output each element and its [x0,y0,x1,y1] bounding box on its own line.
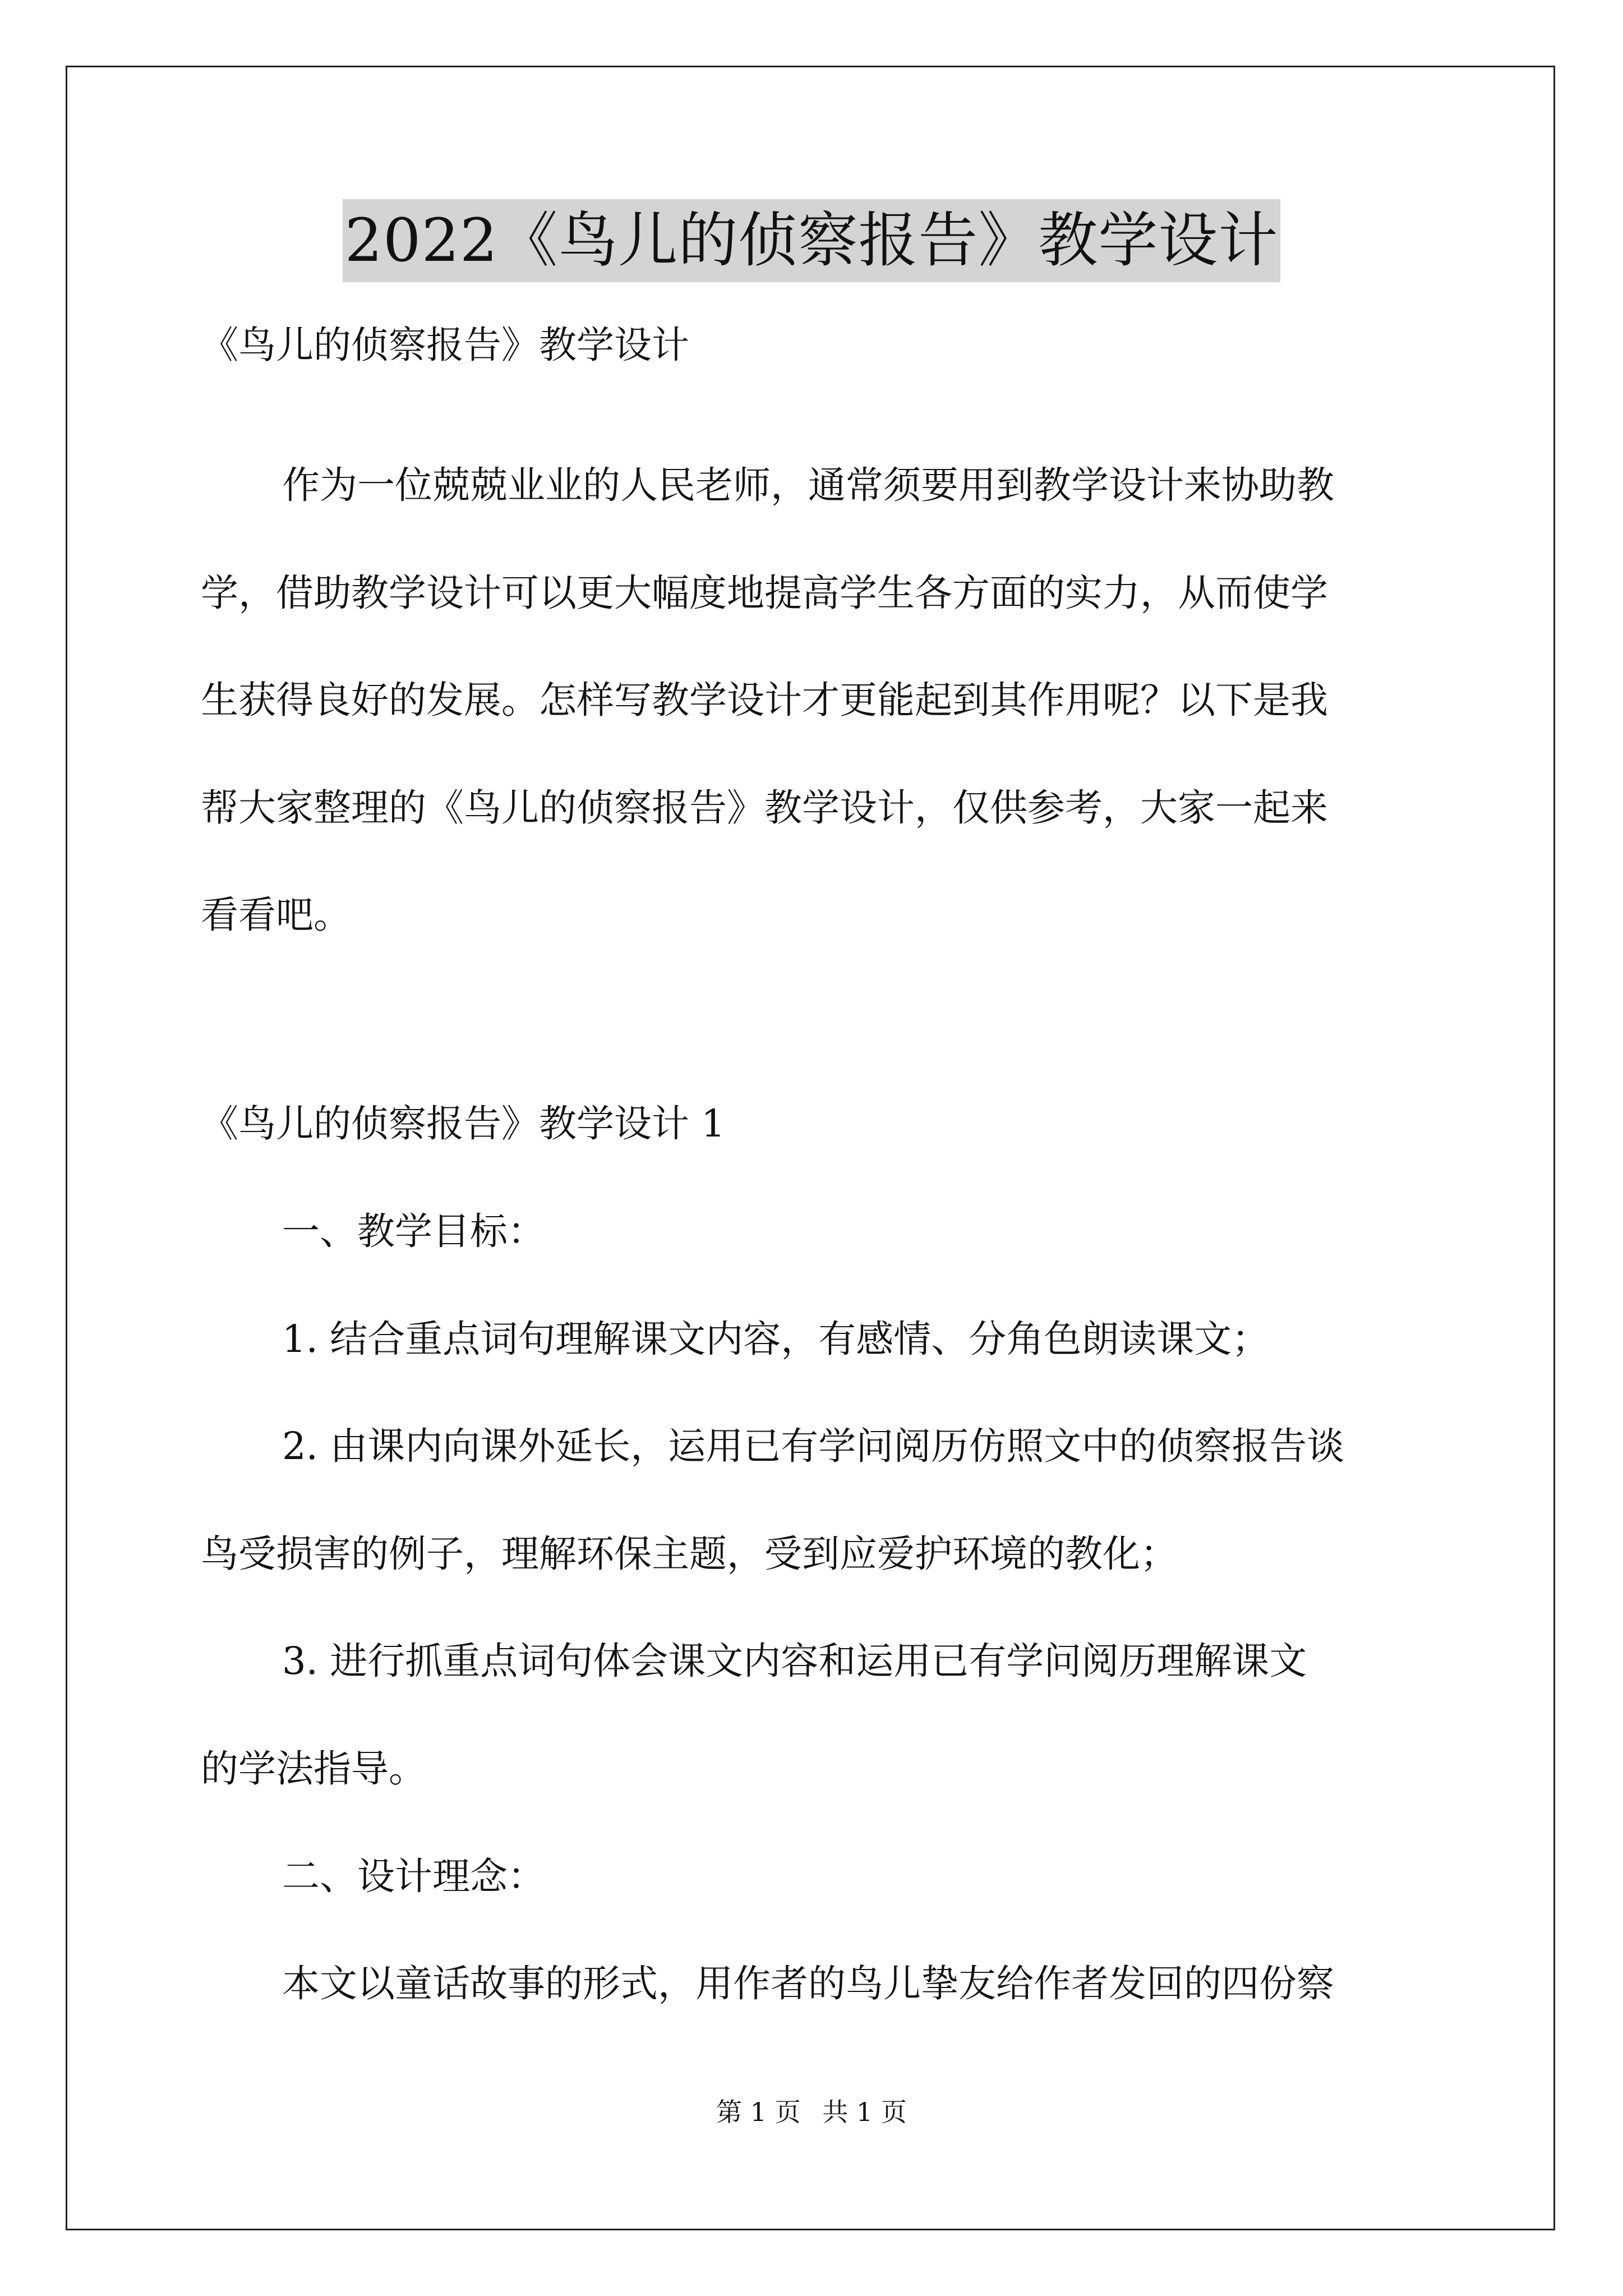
paragraph-line: 一、教学目标： [282,1209,545,1253]
paragraph-line: 本文以童话故事的形式，用作者的鸟儿挚友给作者发回的四份察 [282,1962,1334,2005]
title-wrap [0,199,1623,282]
paragraph-line: 看看吧。 [201,893,351,937]
paragraph-line: 帮大家整理的《鸟儿的侦察报告》教学设计，仅供参考，大家一起来 [201,786,1328,830]
paragraph-line: 作为一位兢兢业业的人民老师，通常须要用到教学设计来协助教 [282,463,1334,507]
paragraph-line: 2. 由课内向课外延长，运用已有学问阅历仿照文中的侦察报告谈 [282,1424,1345,1468]
paragraph-line: 鸟受损害的例子，理解环保主题，受到应爱护环境的教化； [201,1532,1178,1576]
paragraph-line: 3. 进行抓重点词句体会课文内容和运用已有学问阅历理解课文 [282,1639,1307,1683]
document-title: 2022《鸟儿的侦察报告》教学设计 [343,199,1281,282]
paragraph-line: 学，借助教学设计可以更大幅度地提高学生各方面的实力，从而使学 [201,571,1328,615]
paragraph-line: 二、设计理念： [282,1855,545,1898]
paragraph-line: 的学法指导。 [201,1747,426,1791]
paragraph-line: 1. 结合重点词句理解课文内容，有感情、分角色朗读课文； [282,1317,1270,1361]
paragraph-line: 生获得良好的发展。怎样写教学设计才更能起到其作用呢？以下是我 [201,678,1328,722]
page-footer [0,2095,1623,2129]
subtitle-line: 《鸟儿的侦察报告》教学设计 [201,323,689,367]
page-total: 共 1 页 [822,2097,907,2127]
page-number: 第 1 页 [716,2097,801,2127]
section-heading: 《鸟儿的侦察报告》教学设计 1 [201,1102,725,1145]
